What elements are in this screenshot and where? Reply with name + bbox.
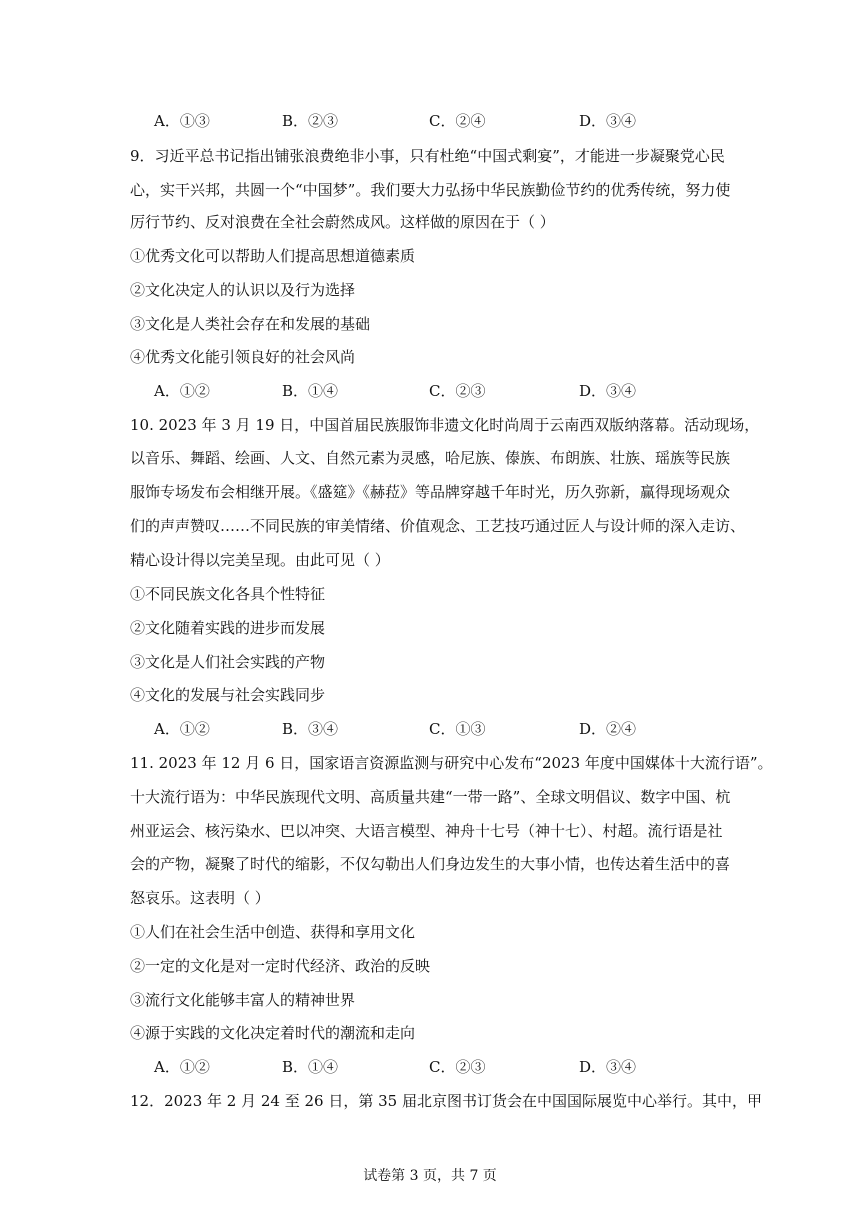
q11-statement: ④源于实践的文化决定着时代的潮流和走向 [130,1024,416,1042]
option-d: D．②④ [579,720,637,738]
q9-statement: ④优秀文化能引领良好的社会风尚 [130,348,356,366]
option-c: C．②④ [429,112,486,130]
q11-options [154,1056,674,1078]
q10-stem-line: 服饰专场发布会相继开展。《盛筵》《赫菈》等品牌穿越千年时光，历久弥新，赢得现场观众 [130,483,731,501]
q10-statement: ②文化随着实践的进步而发展 [130,619,326,637]
q11-statement: ②一定的文化是对一定时代经济、政治的反映 [130,957,431,975]
option-b: B．③④ [282,720,339,738]
q9-statement: ②文化决定人的认识以及行为选择 [130,281,356,299]
option-a: A．①③ [154,112,210,130]
q11-stem-line: 会的产物，凝聚了时代的缩影，不仅勾勒出人们身边发生的大事小情，也传达着生活中的喜 [130,855,731,873]
option-a: A．①② [154,1058,210,1076]
q11-stem-line: 怒哀乐。这表明（ ） [130,889,270,907]
option-a: A．①② [154,382,210,400]
option-d: D．③④ [579,1058,637,1076]
q9-statement: ①优秀文化可以帮助人们提高思想道德素质 [130,247,416,265]
q10-statement: ④文化的发展与社会实践同步 [130,686,326,704]
q9-stem-line: 9．习近平总书记指出铺张浪费绝非小事，只有杜绝“中国式剩宴”，才能进一步凝聚党心民 [130,147,725,165]
page-footer: 试卷第 3 页，共 7 页 [363,1168,497,1184]
q9-stem-line: 心，实干兴邦，共圆一个“中国梦”。我们要大力弘扬中华民族勤俭节约的优秀传统，努力使 [130,181,731,199]
q9-statement: ③文化是人类社会存在和发展的基础 [130,315,371,333]
q11-stem-line: 十大流行语为：中华民族现代文明、高质量共建“一带一路”、全球文明倡议、数字中国、杭 [130,788,731,806]
q8-options [154,110,674,132]
q10-stem-line: 们的声声赞叹……不同民族的审美情绪、价值观念、工艺技巧通过匠人与设计师的深入走访、 [130,517,746,535]
q11-stem-line: 州亚运会、核污染水、巴以冲突、大语言模型、神舟十七号（神十七）、村超。流行语是社 [130,822,723,840]
q11-stem-line: 11. 2023 年 12 月 6 日，国家语言资源监测与研究中心发布“2023 年度中国媒体十大流行语”。 [130,754,773,772]
q10-stem-line: 以音乐、舞蹈、绘画、人文、自然元素为灵感，哈尼族、傣族、布朗族、壮族、瑶族等民族 [130,449,731,467]
option-d: D．③④ [579,382,637,400]
q10-stem-line: 精心设计得以完美呈现。由此可见（ ） [130,551,390,569]
q11-statement: ③流行文化能够丰富人的精神世界 [130,991,356,1009]
q10-stem-line: 10. 2023 年 3 月 19 日，中国首届民族服饰非遗文化时尚周于云南西双版纳落幕。活动现场， [130,416,760,434]
option-c: C．②③ [429,1058,486,1076]
q10-statement: ③文化是人们社会实践的产物 [130,653,326,671]
q9-options [154,380,674,402]
q11-statement: ①人们在社会生活中创造、获得和享用文化 [130,923,416,941]
option-b: B．①④ [282,1058,339,1076]
q9-stem-line: 厉行节约、反对浪费在全社会蔚然成风。这样做的原因在于（ ） [130,213,555,231]
option-c: C．①③ [429,720,486,738]
q12-stem-line: 12．2023 年 2 月 24 至 26 日，第 35 届北京图书订货会在中国国际展览中心举行。其中，甲 [130,1092,762,1110]
q10-options [154,718,674,740]
option-d: D．③④ [579,112,637,130]
option-b: B．②③ [282,112,339,130]
option-a: A．①② [154,720,210,738]
option-b: B．①④ [282,382,339,400]
q10-statement: ①不同民族文化各具个性特征 [130,585,326,603]
option-c: C．②③ [429,382,486,400]
